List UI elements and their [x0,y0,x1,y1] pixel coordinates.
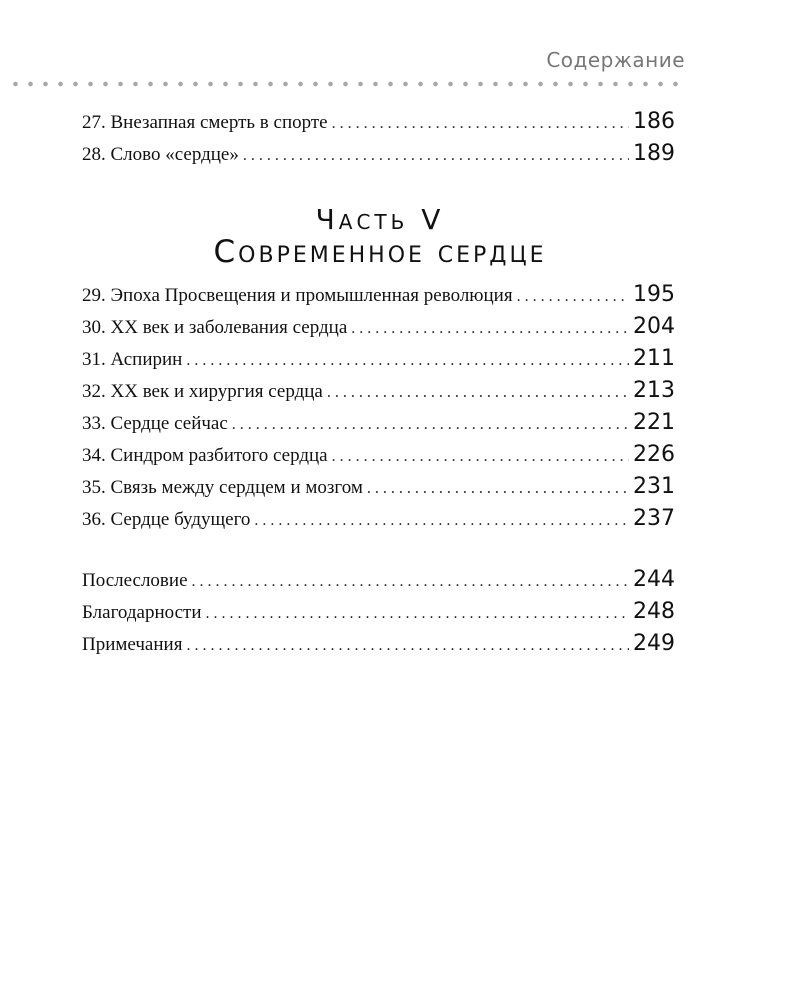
dot-leader [243,147,629,165]
toc-entry-page: 204 [633,314,675,339]
toc-entry-page: 213 [633,378,675,403]
toc-entry[interactable] [82,346,675,376]
toc-entry-page: 249 [633,631,675,656]
dot-leader [186,637,629,655]
part-label: Часть V [315,203,445,236]
toc-entry-title: Благодарности [82,602,202,623]
dot-leader [367,480,629,498]
toc-entry-page: 211 [633,346,675,371]
toc-entry[interactable] [82,141,675,171]
toc-entry-title: 35. Связь между сердцем и мозгом [82,477,363,498]
toc-entry-title: 31. Аспирин [82,349,183,370]
toc-entry-title: 36. Сердце будущего [82,509,251,530]
toc-entry[interactable] [82,109,675,139]
toc-entry-page: 226 [633,442,675,467]
dot-leader [351,320,629,338]
toc-entry[interactable] [82,282,675,312]
toc-entry-page: 244 [633,567,675,592]
dotted-divider [8,80,685,88]
toc-entry-title: 27. Внезапная смерть в спорте [82,112,328,133]
toc-entry[interactable] [82,567,675,597]
toc-entry-title: 33. Сердце сейчас [82,413,228,434]
toc-entry-page: 189 [633,141,675,166]
toc-entry-title: 29. Эпоха Просвещения и промышленная революция [82,285,513,306]
toc-entry-title: Послесловие [82,570,188,591]
toc-entry[interactable] [82,631,675,661]
toc-entry-page: 237 [633,506,675,531]
dot-leader [332,115,629,133]
toc-entry-title: Примечания [82,634,183,655]
toc-entry-page: 231 [633,474,675,499]
toc-entry-title: 34. Синдром разбитого сердца [82,445,328,466]
toc-entry-page: 221 [633,410,675,435]
toc-entry-page: 248 [633,599,675,624]
part-title: Современное сердце [213,234,547,270]
dot-leader [192,573,629,591]
toc-entry-title: 28. Слово «сердце» [82,144,239,165]
dot-leader [254,512,629,530]
dot-leader [327,384,629,402]
toc-entry[interactable] [82,506,675,536]
toc-entry[interactable] [82,474,675,504]
dot-leader [186,352,629,370]
dot-leader [206,605,630,623]
toc-entry-title: 30. XX век и заболевания сердца [82,317,348,338]
dot-leader [517,288,629,306]
dot-leader [332,448,629,466]
toc-entry[interactable] [82,410,675,440]
dot-leader [232,416,629,434]
toc-entry[interactable] [82,378,675,408]
toc-entry[interactable] [82,314,675,344]
running-head: Содержание [546,48,685,72]
toc-entry[interactable] [82,442,675,472]
toc-entry-page: 186 [633,109,675,134]
toc-entry[interactable] [82,599,675,629]
toc-entry-page: 195 [633,282,675,307]
toc-entry-title: 32. XX век и хирургия сердца [82,381,323,402]
